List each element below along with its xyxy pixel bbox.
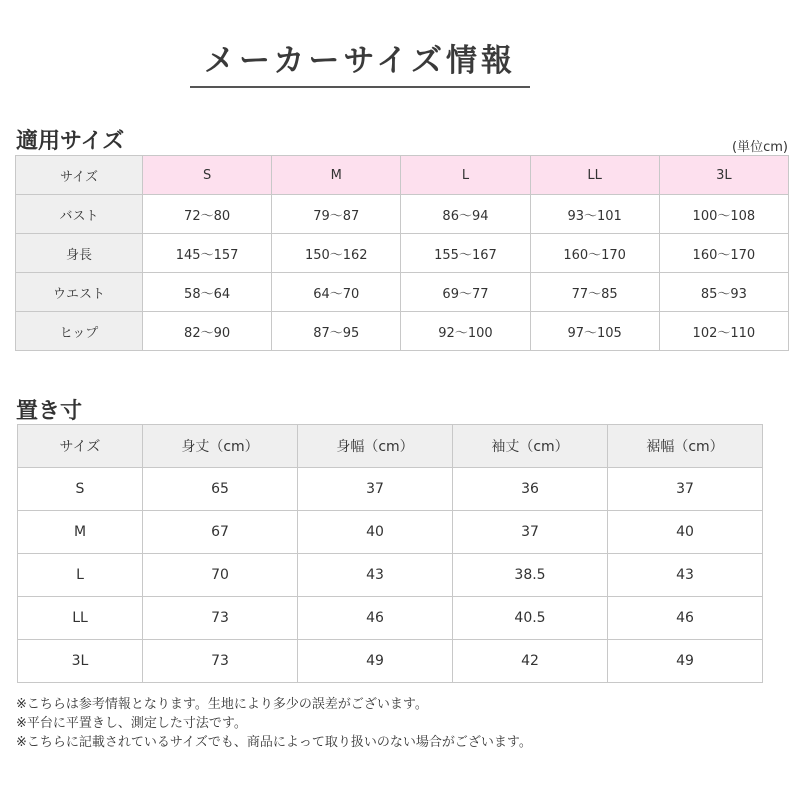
notes — [16, 695, 532, 752]
table-row — [16, 312, 789, 351]
table-cell: 38.5 — [453, 554, 608, 597]
table-cell: 46 — [608, 597, 763, 640]
table-cell: 155〜167 — [401, 234, 530, 273]
table-cell: 82〜90 — [143, 312, 272, 351]
table-cell: 46 — [298, 597, 453, 640]
header-cell: M — [272, 156, 401, 195]
table-cell: 86〜94 — [401, 195, 530, 234]
table-row — [16, 234, 789, 273]
row-label: L — [18, 554, 143, 597]
table-cell: 70 — [143, 554, 298, 597]
table-cell: 58〜64 — [143, 273, 272, 312]
table-cell: 77〜85 — [530, 273, 659, 312]
table-cell: 65 — [143, 468, 298, 511]
table-cell: 72〜80 — [143, 195, 272, 234]
flat-measurements-table — [17, 424, 763, 683]
header-cell: L — [401, 156, 530, 195]
table-row — [16, 195, 789, 234]
table-cell: 36 — [453, 468, 608, 511]
table-cell: 64〜70 — [272, 273, 401, 312]
table-cell: 85〜93 — [659, 273, 788, 312]
table-cell: 49 — [298, 640, 453, 683]
table-cell: 67 — [143, 511, 298, 554]
table-header-row — [18, 425, 763, 468]
table-row — [18, 597, 763, 640]
table-header-row — [16, 156, 789, 195]
table-row — [18, 554, 763, 597]
table-cell: 160〜170 — [530, 234, 659, 273]
table-cell: 42 — [453, 640, 608, 683]
header-cell: 袖丈（cm） — [453, 425, 608, 468]
row-label: S — [18, 468, 143, 511]
header-cell: LL — [530, 156, 659, 195]
table-cell: 93〜101 — [530, 195, 659, 234]
table-cell: 37 — [453, 511, 608, 554]
row-label: 3L — [18, 640, 143, 683]
header-cell: サイズ — [16, 156, 143, 195]
table-cell: 69〜77 — [401, 273, 530, 312]
header-cell: 裾幅（cm） — [608, 425, 763, 468]
header-cell: S — [143, 156, 272, 195]
table-row — [18, 511, 763, 554]
unit-note: (単位cm) — [732, 140, 788, 155]
table-cell: 37 — [298, 468, 453, 511]
table-cell: 150〜162 — [272, 234, 401, 273]
table-cell: 40 — [608, 511, 763, 554]
table-cell: 160〜170 — [659, 234, 788, 273]
table-cell: 49 — [608, 640, 763, 683]
table-cell: 40.5 — [453, 597, 608, 640]
row-label: LL — [18, 597, 143, 640]
table-cell: 97〜105 — [530, 312, 659, 351]
table-cell: 43 — [608, 554, 763, 597]
table-cell: 102〜110 — [659, 312, 788, 351]
page-title: メーカーサイズ情報 — [204, 43, 516, 79]
table-cell: 73 — [143, 640, 298, 683]
page-title-container — [190, 38, 530, 84]
note-line: ※こちらに記載されているサイズでも、商品によって取り扱いのない場合がございます。 — [16, 735, 532, 750]
applicable-size-table — [15, 155, 789, 351]
table-row — [16, 273, 789, 312]
header-cell: 身幅（cm） — [298, 425, 453, 468]
table-cell: 145〜157 — [143, 234, 272, 273]
header-cell: 3L — [659, 156, 788, 195]
table-cell: 37 — [608, 468, 763, 511]
row-label: バスト — [16, 195, 143, 234]
row-label: 身長 — [16, 234, 143, 273]
note-line: ※平台に平置きし、測定した寸法です。 — [16, 716, 247, 731]
table-row — [18, 640, 763, 683]
table-cell: 100〜108 — [659, 195, 788, 234]
table-cell: 43 — [298, 554, 453, 597]
table-cell: 40 — [298, 511, 453, 554]
applicable-size-heading: 適用サイズ — [16, 129, 125, 154]
note-line: ※こちらは参考情報となります。生地により多少の誤差がございます。 — [16, 697, 428, 712]
table-cell: 79〜87 — [272, 195, 401, 234]
table-cell: 73 — [143, 597, 298, 640]
table-row — [18, 468, 763, 511]
header-cell: サイズ — [18, 425, 143, 468]
table-cell: 87〜95 — [272, 312, 401, 351]
row-label: ウエスト — [16, 273, 143, 312]
row-label: M — [18, 511, 143, 554]
flat-measurements-heading: 置き寸 — [16, 399, 83, 424]
header-cell: 身丈（cm） — [143, 425, 298, 468]
title-underline — [190, 86, 530, 88]
row-label: ヒップ — [16, 312, 143, 351]
table-cell: 92〜100 — [401, 312, 530, 351]
